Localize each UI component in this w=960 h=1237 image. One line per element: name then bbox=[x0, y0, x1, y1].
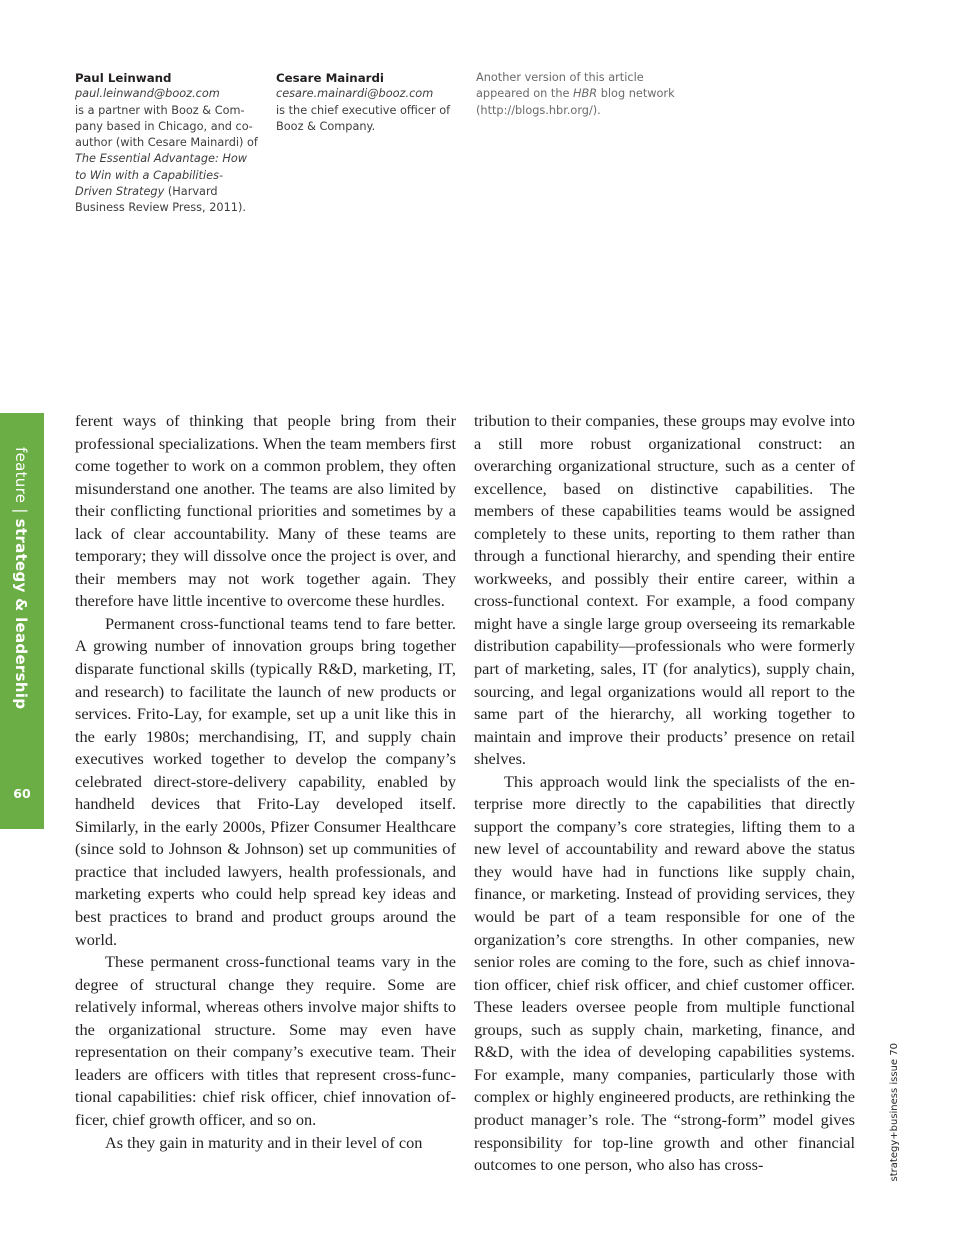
note-text-tail: blog network (http://blogs.hbr.org/). bbox=[476, 87, 675, 117]
section-name: feature bbox=[12, 447, 30, 504]
author-name: Cesare Mainardi bbox=[276, 71, 384, 85]
paragraph: As they gain in maturity and in their level of con bbox=[105, 1132, 423, 1152]
paragraph: This approach would link the specialists of the enterprise more directly to the capabilities that directly support the company’s core strategies, lifting them to a new level of accountability and reward above the status they would have had in functions like supply chain, finance, or marketing. Instead of providing services, they would be part of a team responsible for one of the organization’s core strengths. In other companies, new senior roles are coming to the fore, such as chief innovation officer, chief risk officer, and chief customer officer. These leaders oversee people from multiple functional groups, such as supply chain, marketing, finance, and R&D, with the idea of developing capabilities systems. For example, many companies, particularly those with complex or highly engineered products, are rethinking the product manager’s role. The “strong-form” model gives responsibility for top-line growth and other financial outcomes to one person, who also has cross- bbox=[474, 771, 855, 1175]
paragraph: These permanent cross-functional teams vary in the degree of structural change they require. Some are relatively informal, whereas others involve major shifts to the organizational structure. Some may even have representation on their company’s executive team. Their leaders are officers with titles that represent cross-functional capabilities: chief risk officer, chief innovation officer, chief growth officer, and so on. bbox=[75, 952, 456, 1129]
section-topic: strategy & leadership bbox=[12, 518, 30, 710]
author-bio-mainardi bbox=[276, 70, 456, 135]
book-title: The Essential Advantage: How to Win with a Capabilities-Driven Strategy bbox=[75, 152, 248, 199]
body-column-left bbox=[75, 410, 456, 1154]
article-version-note bbox=[476, 70, 676, 119]
section-label bbox=[12, 447, 30, 709]
author-email[interactable]: paul.leinwand@booz.com bbox=[75, 87, 220, 101]
issue-label: strategy+business issue 70 bbox=[889, 1043, 900, 1182]
paragraph: Permanent cross-functional teams tend to fare better. A growing number of innovation groups bring together disparate functional skills (typically R&D, marketing, IT, and research) to facilitate the launch of new products or services. Frito-Lay, for example, set up a unit like this in the early 1980s; merchandising, IT, and supply chain executives worked together to develop the company’s celebrated direct-store-delivery capability, enabled by handheld devices that Frito-Lay developed itself. Similarly, in the early 2000s, Pfizer Consumer Healthcare (since sold to Johnson & Johnson) set up communities of practice that included lawyers, health professionals, and marketing experts who could help spread key ideas and best practices to brand and product groups around the world. bbox=[75, 613, 456, 949]
author-bio-text bbox=[75, 103, 260, 217]
page-number: 60 bbox=[13, 786, 31, 801]
section-side-tab bbox=[0, 413, 44, 829]
author-bio-text: is the chief executive officer of Booz & Company. bbox=[276, 103, 451, 133]
bio-text-tail: (Harvard Business Review Press, 2011). bbox=[75, 185, 246, 215]
section-separator: | bbox=[12, 503, 30, 519]
author-bio-leinwand bbox=[75, 70, 260, 217]
body-column-right bbox=[474, 410, 855, 1177]
paragraph: tribution to their companies, these groups may evolve into a still more robust organizational construct: an overarching organizational structure, such as a center of excellence, based on distinctive capabilities. The members of these capabilities teams would be assigned completely to these units, reporting to them rather than through a functional hierarchy, and spending their entire workweeks, and possibly their entire career, within a cross-functional context. For example, a food company might have a single large group overseeing its remarkable distribution capability—professionals who were formerly part of marketing, sales, IT (for analytics), supply chain, sourcing, and legal organizations would all report to the same part of the hierarchy, all working together to maintain and improve their products’ presence on retail shelves. bbox=[474, 411, 855, 769]
note-text-lead: Another version of this article appeared on the bbox=[476, 71, 644, 101]
author-email[interactable]: cesare.mainardi@booz.com bbox=[276, 87, 434, 101]
note-hbr: HBR bbox=[573, 87, 598, 101]
bio-text-lead: is a partner with Booz & Company based in Chicago, and coauthor (with Cesare Mainardi) of bbox=[75, 103, 258, 150]
author-name: Paul Leinwand bbox=[75, 71, 172, 85]
paragraph: ferent ways of thinking that people bring from their professional specializations. When the team members first come together to work on a common problem, they often misunderstand one another. The teams are also limited by their conflicting functional priorities and sometimes by a lack of clear accountability. Many of these teams are temporary; they will dissolve once the project is over, and their members may not work together again. They therefore have little incentive to overcome these hurdles. bbox=[75, 411, 456, 611]
